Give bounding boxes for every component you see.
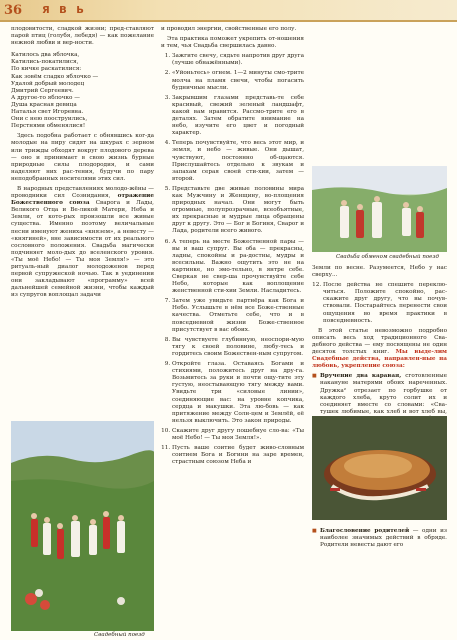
column-3	[312, 265, 447, 440]
bold-phrase: Благословение родителей	[320, 528, 410, 534]
poem-line: Катились-покатилися,	[11, 59, 79, 66]
poem-line: Душа красная девица	[11, 101, 77, 108]
list-item: 5. Представьте две живые половины мира как Мужчину и Женщину, во-площения природных начал. Они могут быть огромные, полупрозрачные, всеобъятные, их прекрасные и мудрые лица обращены друг к другу. Это — Бог и Богиня, Сварог и Лада, родители всего живого.	[172, 186, 304, 236]
text-run: В народных представлениях молодо-жёны — проводники сил Сознидания,	[11, 185, 154, 200]
list-item: 6. А теперь на месте Божественной пары — вы и ваш супруг. Вы оба — прекрасны, ладны, спокойны и ра-достны, мудры и всесильны. Важно ощутить это не на картинке, но эмо-тельно, в янтре себе. Сверкая не свер-ша прочувствуйте себе Небо, которые как воплощение женственной сти-хии Земли. Насладитесь.	[172, 239, 304, 296]
paragraph: Земли по весне. Разумеется, Небо у нас сверху...	[312, 265, 447, 279]
list-item: 4. Теперь почувствуйте, что весь этот мир, и земля, и небо — живые. Они дышат, чувствуют, постоянно об-щаются. Прислушайтесь отдельно к звукам и запахам серая своей сти-хии, затем — второй.	[172, 140, 304, 183]
paragraph: и проводил энергии, свойственные его полу.	[161, 26, 297, 32]
poem-line: Перстнями обменялися!	[11, 123, 86, 130]
list-item: 1. Зажгите свечу, сядьте напротив друг друга (лучше обнажёнными).	[172, 53, 304, 67]
column-3-top-space	[312, 26, 447, 158]
highlight-phrase: Мы выде-лим Свадебные действа, направлен-ные на любовь, укрепление союза:	[312, 349, 448, 370]
paragraph: плодовитости, сладкой жизни; пред-ставляют парой птиц (голубя, лебедя) — как пожелание нежной любви и вер-ности.	[11, 26, 154, 47]
bold-phrase: отражение Божественного союза	[11, 193, 154, 207]
section-title: Я В Ь	[42, 5, 87, 16]
list-item: 12. После действа не спешите переклю-читься. Положите спокойно, рас-скажите друг другу, что вы почув-ствовали. Постарайтесь перенести свои ощущения во время практики в повседневность.	[323, 282, 447, 325]
list-item: 3. Закрывшим глазами представь-те себе красивый, свежий зеленый ландшафт, какой вам нравится. Рассмо-трите его в деталях. Затем обратите внимание на небо, изучите его цвет и погодный характер.	[172, 95, 304, 138]
text-run: сготовленные накануне матерями обоих нареченных. Дружка² отрезает по горбушке от каждого хлеба, круто солит их и соединяет вместе со словами: «Сва-тушек любимые, как хлеб и вот хлеб вы,	[320, 373, 448, 415]
text-run: — одни из наиболее значимых действий в обряде. Родители невесты дают его	[320, 528, 447, 549]
bold-phrase: Вручение два каравая,	[320, 373, 402, 380]
wedding-procession-photo	[11, 421, 154, 631]
list-item: 8. Вы чувствуете глубинную, неоспори-мую тягу к своей половине, любу-тесь и гордитесь своим Божествен-ным супругом.	[172, 337, 304, 358]
list-item: 9. Откройте глаза. Оставаясь Богами и стихиями, положитесь друг на дру-га. Возьмитесь за руки и почти ощу-тите эту густую, неостывающую тягу между вами. Увидьте три «силовые линии», соединяющие вас: на уровне копчика, сердца и макушки. Эта лю-бовь — как притяжение между Солн-цем и Землёй, её нельзя выключить. Это закон природы.	[172, 361, 304, 425]
list-item: 11. Пусть ваше соитие будет живо-словным соитием Бога и Богини на заре времен, страстным союзом Неба и	[172, 445, 304, 466]
photo-caption: Свадьба обменом свадебный поезд	[336, 254, 439, 260]
paragraph	[312, 328, 447, 371]
poem-line: Они с нею пооструились,	[11, 116, 88, 123]
rituals-list	[312, 528, 447, 549]
page-header	[0, 0, 457, 22]
page-number: 36	[4, 3, 23, 18]
paragraph: Эта практика поможет укрепить от-ношения и тем, чья Свадьба свершилась давно.	[161, 36, 304, 50]
photo-illustration	[312, 416, 447, 520]
photo-illustration	[312, 166, 447, 252]
column-3-bottom	[312, 528, 447, 552]
list-item: 10. Скажите друг другу пошебнуе сло-ва: «Ты моё Небо! — Ты моя Земля!».	[172, 428, 304, 442]
poem-line: Дмитрий Сергеевич.	[11, 87, 74, 94]
poem-line: Как зовём сладко яблочко —	[11, 73, 99, 80]
practice-steps-continued	[312, 282, 447, 325]
text-run: Сварога и Лады, Великого Отца и Ве-ликой Матери, Неба и Земли, от кото-рых произошли все живые существа. Именно поэтому величальные песни именуют жениха «князем», а невесту — «княгиней», вне зависимости от их реального сословного положения. Свадьба магически подчиняет моло-дых до вселенского уровня. «Ты моё Небо! — Ты моя Земля!» — это ритуаль-ный диалог молодоженов перед первой супружеской ночью. Так в уединении они закладывают «программу» всей дальнейшей семейной жизни, чтобы каждый из супругов воплощал задачи	[11, 200, 154, 299]
poem-line: А другое-то яблочко —	[11, 94, 80, 101]
paragraph: Здесь подобна работает с обнявшись ког-да молодые на пиру сидят на шкурах с зерном или трижды обходят вокруг плодового дерева — оно и принимает в свою жизнь бурные природные силы плодородия, и сами наделяют них рас-тения, будучи по пару неподобранных носителями этих сил.	[11, 133, 154, 182]
column-1	[11, 26, 154, 302]
list-item: 2. «Уйоньтесь» огнем. 1—2 минуты смо-трите молча на пламя свечи, чтобы погасить будничные мысли.	[172, 70, 304, 91]
list-item: 7. Затем уже увидьте партнёра как Бога и Небо. Услышьте в нём все Боже-ственные качества. Отметьте себе, что и в повседневной жизни Боже-ственное присутствует в вас обоих.	[172, 298, 304, 333]
poem-line: Катилось два яблочка,	[11, 52, 80, 59]
column-2	[161, 26, 304, 469]
practice-steps	[161, 53, 304, 466]
paragraph	[11, 186, 154, 300]
list-item	[320, 528, 447, 549]
photo-illustration	[11, 421, 154, 631]
poem-line: Удалой добрый молодец	[11, 80, 85, 87]
poem-line: По кичке раскатилися:	[11, 66, 82, 73]
header-rule	[0, 20, 457, 22]
text-run: В этой статье невозможно подробно описать весь ход традиционного Сва-дебного действа — ему посвящены не один десяток толстых книг.	[312, 327, 447, 356]
poem-line: Наталья свет Игоревна.	[11, 109, 84, 116]
bread-photo	[312, 416, 447, 520]
photo-caption: Свадебный поезд	[94, 632, 145, 638]
wedding-photo	[312, 166, 447, 252]
